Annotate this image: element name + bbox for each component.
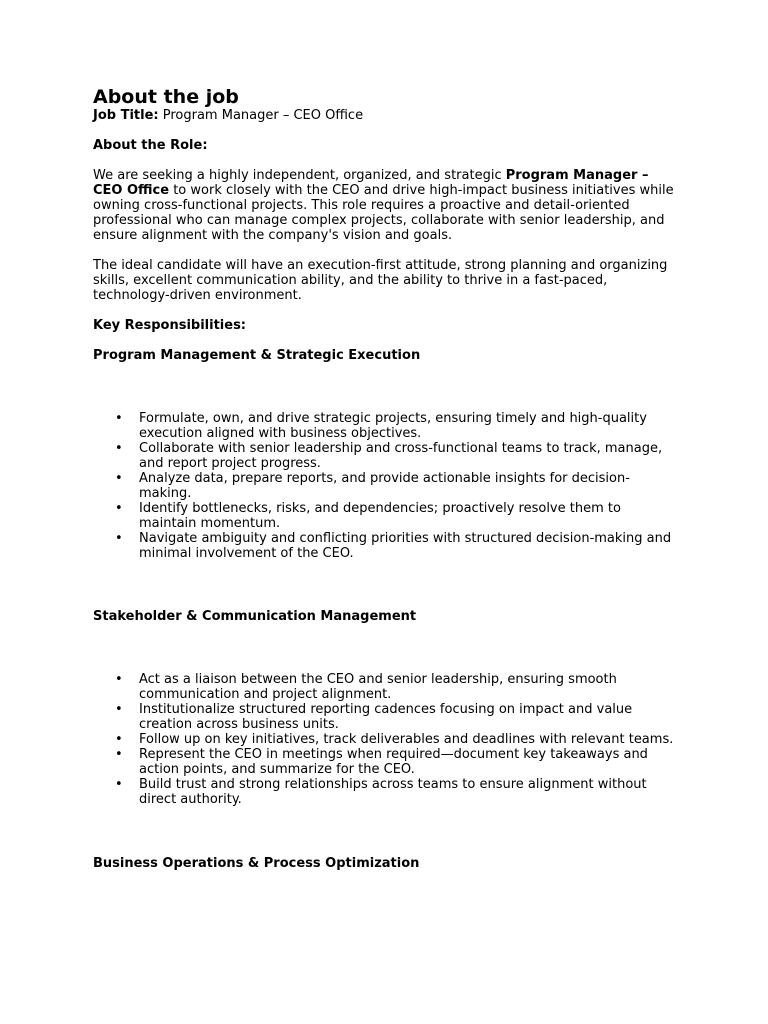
section-heading: Stakeholder & Communication Management xyxy=(93,609,417,624)
list-item-text: Formulate, own, and drive strategic projects, ensuring timely and high-quality execution aligned with business objectives. xyxy=(139,411,647,441)
bullet-icon: • xyxy=(115,747,123,762)
list-item-text: Navigate ambiguity and conflicting priorities with structured decision-making and minimal involvement of the CEO. xyxy=(139,531,672,561)
bullet-icon: • xyxy=(115,471,123,486)
bullet-icon: • xyxy=(115,777,123,792)
job-title-label: Job Title: xyxy=(93,108,159,123)
bullet-icon: • xyxy=(115,732,123,747)
job-title-value: Program Manager – CEO Office xyxy=(158,108,364,123)
bullet-icon: • xyxy=(115,672,123,687)
list-item xyxy=(93,411,678,441)
intro-paragraph-2: The ideal candidate will have an execution-first attitude, strong planning and organizing skills, excellent communication ability, and the ability to thrive in a fast-paced, technology-driven environment. xyxy=(93,258,668,303)
list-item xyxy=(93,747,678,777)
list-item-text: Analyze data, prepare reports, and provide actionable insights for decision-making. xyxy=(139,471,630,501)
intro-paragraph-1 xyxy=(93,168,678,243)
list-item xyxy=(93,777,678,807)
list-item-text: Collaborate with senior leadership and cross-functional teams to track, manage, and report project progress. xyxy=(139,441,663,471)
intro-text-end: to work closely with the CEO and drive high-impact business initiatives while owning cross-functional projects. This role requires a proactive and detail-oriented professional who can manage complex projects, collaborate with senior leadership, and ensure alignment with the company's vision and goals. xyxy=(93,183,674,243)
list-item-text: Identify bottlenecks, risks, and dependencies; proactively resolve them to maintain momentum. xyxy=(139,501,621,531)
list-item xyxy=(93,702,678,732)
page-title: About the job xyxy=(93,86,239,108)
bullet-icon: • xyxy=(115,531,123,546)
list-item xyxy=(93,531,678,561)
about-role-heading: About the Role: xyxy=(93,138,208,153)
intro-text-start: We are seeking a highly independent, organized, and strategic xyxy=(93,168,506,183)
job-description xyxy=(93,86,678,871)
bullet-icon: • xyxy=(115,702,123,717)
list-item-text: Act as a liaison between the CEO and senior leadership, ensuring smooth communication and project alignment. xyxy=(139,672,617,702)
list-item xyxy=(93,672,678,702)
intro-role-name: Program Manager – CEO Office xyxy=(93,168,649,198)
bullet-icon: • xyxy=(115,501,123,516)
section-heading: Program Management & Strategic Execution xyxy=(93,348,421,363)
list-item-text: Follow up on key initiatives, track deliverables and deadlines with relevant teams. xyxy=(139,732,674,747)
bullet-icon: • xyxy=(115,441,123,456)
section-heading: Business Operations & Process Optimization xyxy=(93,856,420,871)
list-item xyxy=(93,501,678,531)
list-item xyxy=(93,732,678,747)
bullet-icon: • xyxy=(115,411,123,426)
list-item-text: Institutionalize structured reporting cadences focusing on impact and value creation across business units. xyxy=(139,702,633,732)
list-item xyxy=(93,441,678,471)
list-item-text: Build trust and strong relationships across teams to ensure alignment without direct authority. xyxy=(139,777,647,807)
list-item xyxy=(93,471,678,501)
key-responsibilities-heading: Key Responsibilities: xyxy=(93,318,247,333)
responsibility-list xyxy=(93,672,678,807)
list-item-text: Represent the CEO in meetings when required—document key takeaways and action points, and summarize for the CEO. xyxy=(139,747,648,777)
responsibility-list xyxy=(93,411,678,561)
job-title-line xyxy=(93,108,678,123)
